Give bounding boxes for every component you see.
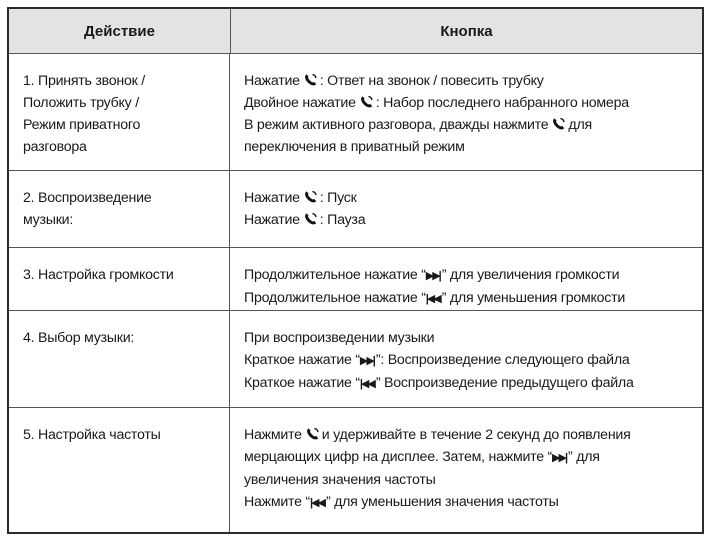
button-line: В режим активного разговора, дважды нажмите для (244, 117, 592, 133)
action-line: 4. Выбор музыки: (23, 330, 135, 346)
table-row (9, 408, 702, 532)
button-line: Продолжительное нажатие “|◀◀ ” для уменьшения громкости (244, 287, 696, 310)
button-line: При воспроизведении музыки (244, 330, 435, 346)
next-track-icon: ▶▶| (552, 452, 567, 464)
action-cell (9, 171, 230, 247)
button-line: Нажатие : Пуск (244, 190, 357, 206)
action-line: 1. Принять звонок / (23, 73, 145, 89)
button-cell (230, 54, 702, 170)
table-row (9, 54, 702, 171)
previous-track-icon: |◀◀ (425, 293, 440, 305)
table-row (9, 171, 702, 248)
button-line: Нажмите “|◀◀ ” для уменьшения значения частоты (244, 491, 696, 514)
button-line: Краткое нажатие “▶▶| ”: Воспроизведение следующего файла (244, 349, 696, 372)
next-track-icon: ▶▶| (425, 270, 440, 282)
action-cell (9, 408, 230, 532)
button-line: увеличения значения частоты (244, 472, 436, 488)
previous-track-icon: |◀◀ (309, 497, 324, 509)
phone-handset-icon (551, 117, 566, 131)
header-action: Действие (9, 9, 231, 53)
phone-handset-icon (303, 190, 318, 204)
button-cell (230, 311, 702, 407)
button-cell (230, 408, 702, 532)
action-line: разговора (23, 139, 87, 155)
button-line: Нажатие : Пауза (244, 212, 366, 228)
button-line: Продолжительное нажатие “▶▶| ” для увеличения громкости (244, 264, 696, 287)
action-line: 5. Настройка частоты (23, 427, 161, 443)
action-line: Режим приватного (23, 117, 141, 133)
action-line: 2. Воспроизведение (23, 190, 152, 206)
button-line: Двойное нажатие : Набор последнего набранного номера (244, 95, 629, 111)
instruction-table (7, 7, 704, 534)
table-row (9, 311, 702, 408)
action-line: Положить трубку / (23, 95, 139, 111)
action-line: 3. Настройка громкости (23, 267, 174, 283)
action-cell (9, 311, 230, 407)
button-line: мерцающих цифр на дисплее. Затем, нажмите “▶▶| ” для (244, 446, 696, 469)
phone-handset-icon (359, 95, 374, 109)
action-cell (9, 248, 230, 310)
table-row (9, 248, 702, 311)
button-line: Нажмите и удерживайте в течение 2 секунд до появления (244, 427, 631, 443)
previous-track-icon: |◀◀ (359, 378, 374, 390)
action-line: музыки: (23, 212, 74, 228)
action-cell (9, 54, 230, 170)
phone-handset-icon (303, 212, 318, 226)
button-cell (230, 171, 702, 247)
button-line: Краткое нажатие “|◀◀ ” Воспроизведение предыдущего файла (244, 372, 696, 395)
table-header (9, 9, 702, 54)
header-button: Кнопка (440, 22, 493, 40)
button-cell (230, 248, 702, 310)
next-track-icon: ▶▶| (359, 355, 374, 367)
button-line: Нажатие : Ответ на звонок / повесить трубку (244, 73, 544, 89)
phone-handset-icon (305, 427, 320, 441)
button-line: переключения в приватный режим (244, 139, 465, 155)
phone-handset-icon (303, 73, 318, 87)
